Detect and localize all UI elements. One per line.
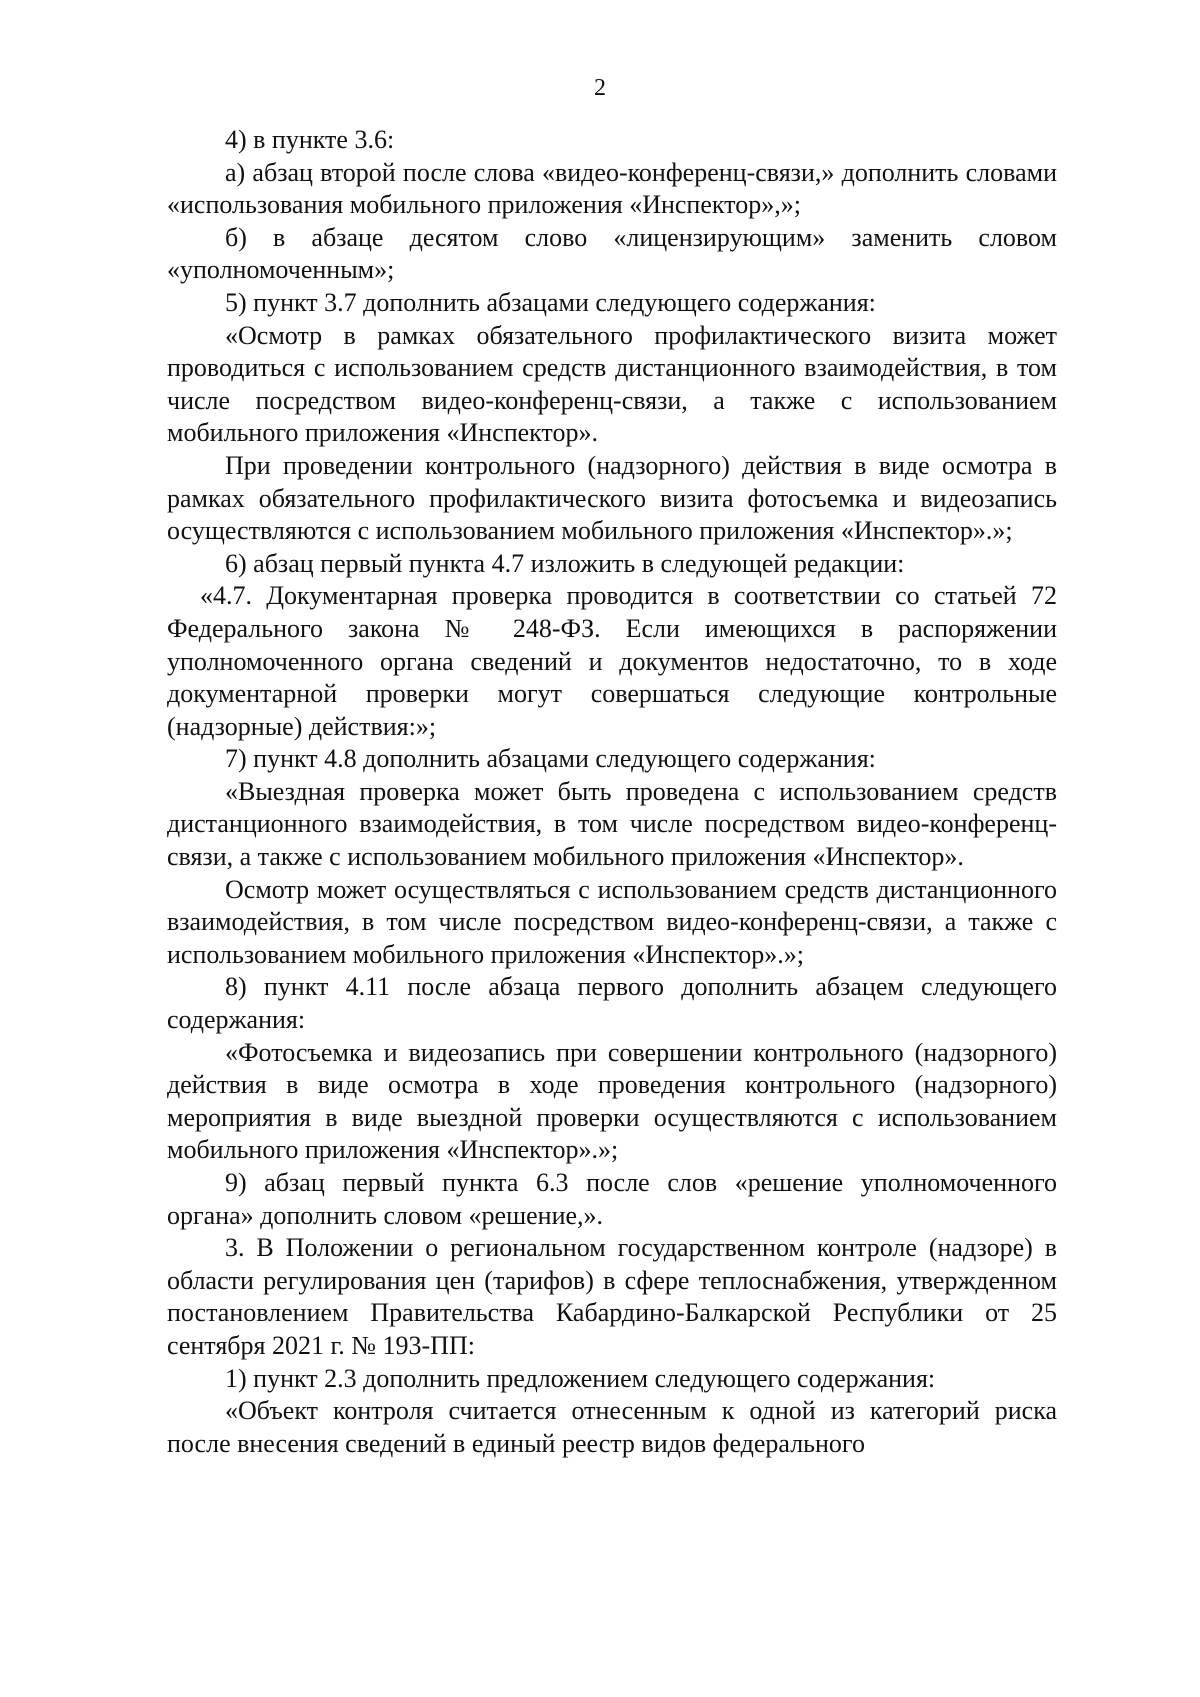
paragraph-5-point-3-7: 5) пункт 3.7 дополнить абзацами следующего содержания: — [225, 287, 876, 317]
paragraph-7-point-4-8: 7) пункт 4.8 дополнить абзацами следующего содержания: — [225, 744, 876, 774]
paragraph-b: б) в абзаце десятом слово «лицензирующим» заменить словом «уполномоченным»; — [167, 222, 1057, 285]
quoted-paragraph-osmotr: «Осмотр в рамках обязательного профилактического визита может проводиться с использованием средств дистанционного взаимодействия, в том числе посредством видео-конференц-связи, а также с использованием мобильного приложения «Инспектор». — [167, 320, 1057, 448]
paragraph-3-polozhenie: 3. В Положении о региональном государственном контроле (надзоре) в области регулирования цен (тарифов) в сфере теплоснабжения, утвержденном постановлением Правительства Кабардино-Балкарской Республики от 25 сентября 2021 г. № 193-ПП: — [167, 1233, 1057, 1360]
paragraph-osmotr-mozhet: Осмотр может осуществляться с использованием средств дистанционного взаимодействия, в том числе посредством видео-конференц-связи, а также с использованием мобильного приложения «Инспектор».»; — [167, 874, 1057, 969]
page-number: 2 — [594, 75, 606, 101]
paragraph-4-point-3-6: 4) в пункте 3.6: — [225, 125, 395, 154]
quoted-paragraph-fotosemka: «Фотосъемка и видеозапись при совершении контрольного (надзорного) действия в виде осмотра в ходе проведения контрольного (надзорного) мероприятия в виде выездной проверки осуществляются с использованием мобильного приложения «Инспектор».»; — [167, 1037, 1057, 1165]
quoted-paragraph-obekt-kontrolya: «Объект контроля считается отнесенным к одной из категорий риска после внесения сведений в единый реестр видов федерального — [167, 1396, 1057, 1458]
paragraph-1-point-2-3: 1) пункт 2.3 дополнить предложением следующего содержания: — [225, 1363, 936, 1393]
paragraph-9-point-6-3: 9) абзац первый пункта 6.3 после слов «решение уполномоченного органа» дополнить словом «решение,». — [167, 1168, 1057, 1230]
quoted-paragraph-4-7: «4.7. Документарная проверка проводится в соответствии со статьей 72 Федерального закона № 248-ФЗ. Если имеющихся в распоряжении уполномоченного органа сведений и документов недостаточно, то в ходе документарной проверки могут совершаться следующие контрольные (надзорные) действия:»; — [167, 581, 1057, 741]
paragraph-8-point-4-11: 8) пункт 4.11 после абзаца первого дополнить абзацем следующего содержания: — [167, 972, 1057, 1035]
document-body — [167, 124, 1057, 1460]
paragraph-6-point-4-7: 6) абзац первый пункта 4.7 изложить в следующей редакции: — [225, 548, 905, 578]
paragraph-pri-provedenii: При проведении контрольного (надзорного) действия в виде осмотра в рамках обязательного профилактического визита фотосъемка и видеозапись осуществляются с использованием мобильного приложения «Инспектор».»; — [167, 450, 1057, 546]
quoted-paragraph-vyezdnaya: «Выездная проверка может быть проведена с использованием средств дистанционного взаимодействия, в том числе посредством видео-конференц-связи, а также с использованием мобильного приложения «Инспектор». — [167, 776, 1057, 872]
paragraph-a: а) абзац второй после слова «видео-конференц-связи,» дополнить словами «использования мобильного приложения «Инспектор»,»; — [167, 157, 1057, 220]
